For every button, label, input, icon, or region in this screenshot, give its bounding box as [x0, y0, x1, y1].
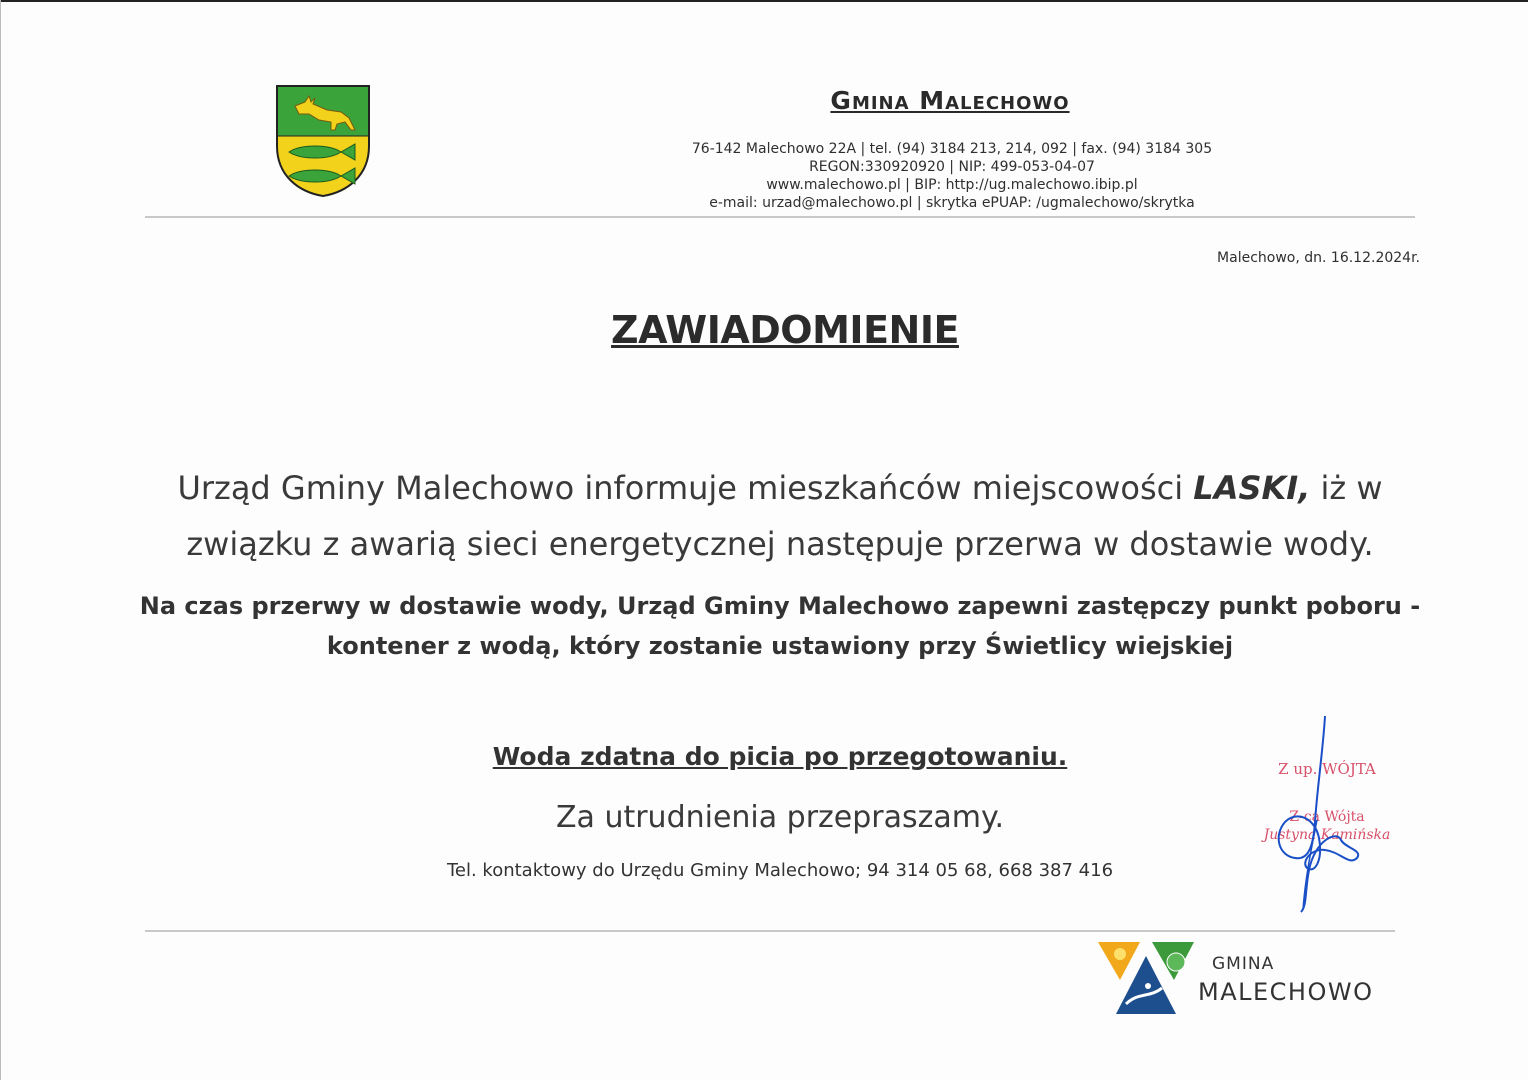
main-paragraph-start: Urząd Gminy Malechowo informuje mieszkańców miejscowości	[177, 469, 1194, 507]
main-paragraph-end: iż w związku z awarią sieci energetycznej następuje przerwa w dostawie wody.	[186, 469, 1383, 563]
village-name: LASKI,	[1193, 469, 1311, 507]
left-border	[0, 0, 1, 1080]
coat-of-arms-icon	[275, 84, 371, 198]
stamp-position: Z-ca Wójta	[1289, 809, 1365, 825]
gmina-logo-icon	[1096, 940, 1196, 1016]
contact-phone-text: Tel. kontaktowy do Urzędu Gminy Malechowo; 94 314 05 68, 668 387 416	[446, 860, 1114, 881]
document-title: ZAWIADOMIENIE	[611, 308, 959, 352]
footer-logo-line2: MALECHOWO	[1198, 978, 1374, 1006]
header-divider	[145, 216, 1415, 218]
main-paragraph	[140, 460, 1420, 572]
footer-logo-line1: GMINA	[1212, 954, 1275, 974]
org-name: Gmina Malechowo	[830, 86, 1070, 115]
footer-divider	[145, 930, 1395, 932]
registration-line: REGON:330920920 | NIP: 499-053-04-07	[809, 159, 1095, 175]
stamp-authority: Z up. WÓJTA	[1278, 760, 1376, 778]
document-date: Malechowo, dn. 16.12.2024r.	[1217, 250, 1420, 266]
top-border	[0, 0, 1528, 2]
email-line: e-mail: urzad@malechowo.pl | skrytka ePUAP: /ugmalechowo/skrytka	[709, 195, 1195, 211]
replacement-point-paragraph: Na czas przerwy w dostawie wody, Urząd Gminy Malechowo zapewni zastępczy punkt poboru - kontener z wodą, który zostanie ustawiony przy Świetlicy wiejskiej	[139, 592, 1421, 660]
stamp-name: Justyna Kamińska	[1263, 827, 1391, 843]
apology-text: Za utrudnienia przepraszamy.	[555, 800, 1005, 835]
drinkable-notice: Woda zdatna do picia po przegotowaniu.	[492, 742, 1068, 771]
signature-icon	[1245, 710, 1405, 920]
website-line: www.malechowo.pl | BIP: http://ug.malechowo.ibip.pl	[766, 177, 1138, 193]
address-line: 76-142 Malechowo 22A | tel. (94) 3184 213, 214, 092 | fax. (94) 3184 305	[691, 141, 1213, 157]
